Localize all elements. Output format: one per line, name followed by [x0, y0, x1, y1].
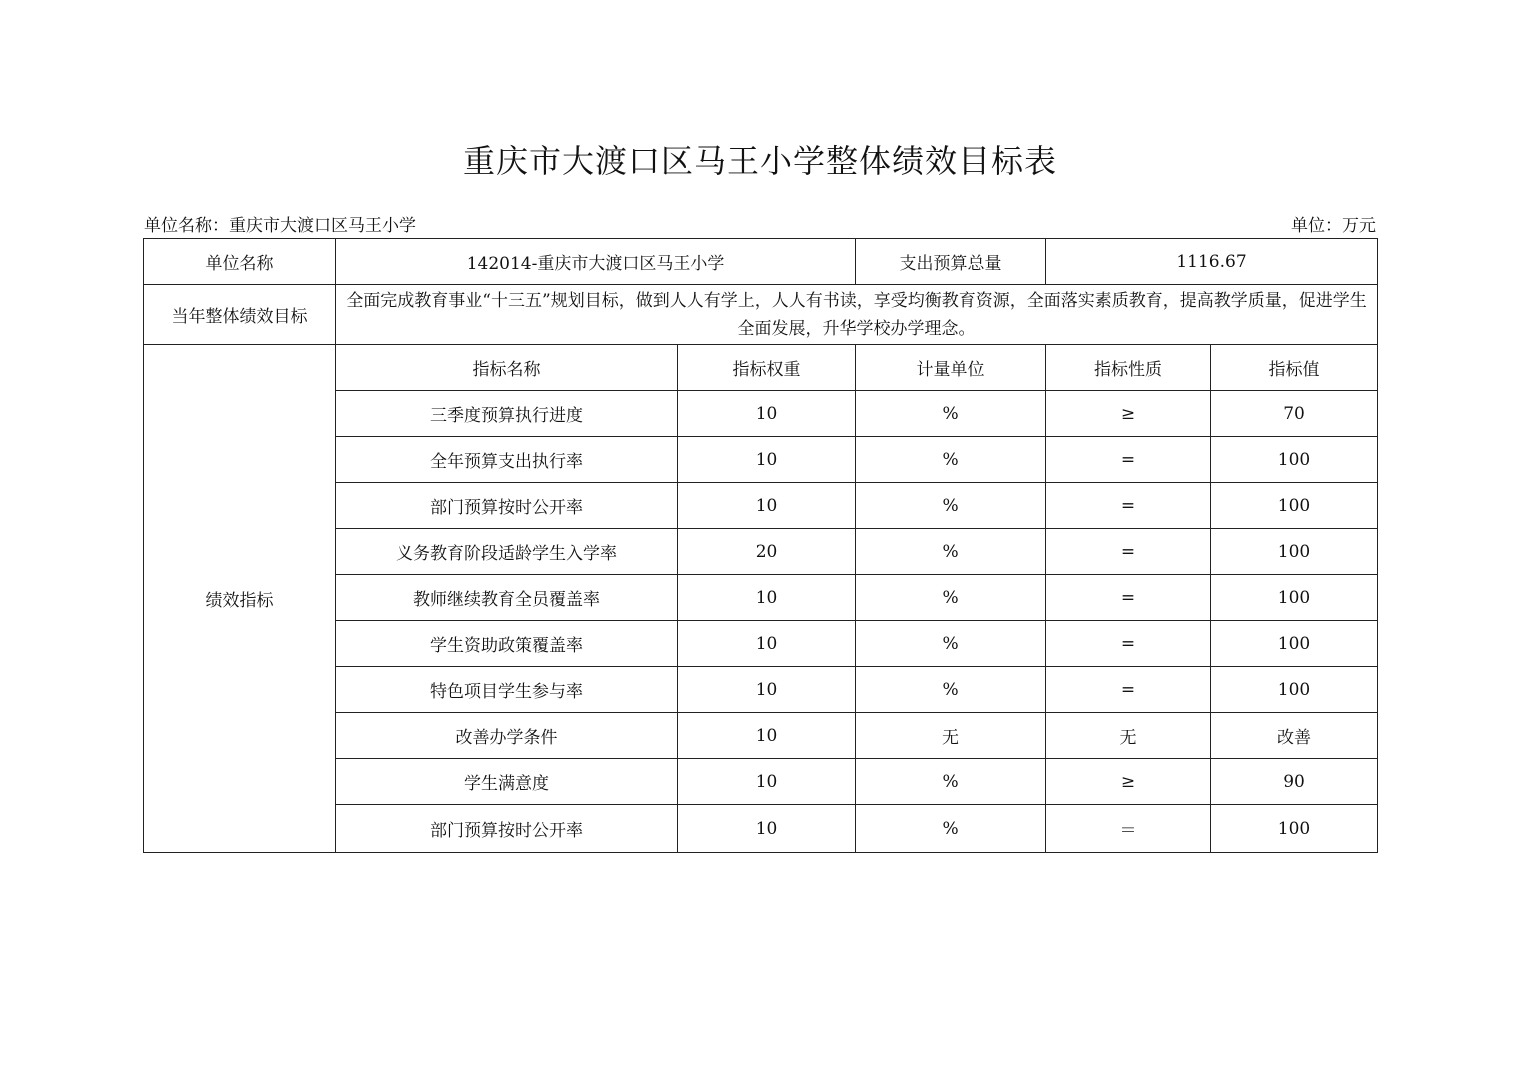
indicator-section-label: 绩效指标: [144, 345, 336, 853]
indicator-weight: 10: [678, 759, 856, 805]
measure-unit: %: [856, 805, 1046, 853]
unit-name-label: 单位名称: [144, 239, 336, 285]
indicator-value: 100: [1211, 805, 1378, 853]
indicator-nature: ≥: [1046, 391, 1211, 437]
indicator-value: 90: [1211, 759, 1378, 805]
header-indicator-nature: 指标性质: [1046, 345, 1211, 391]
measure-unit: %: [856, 437, 1046, 483]
unit-row: [144, 239, 1378, 285]
measure-unit: %: [856, 483, 1046, 529]
measure-unit: %: [856, 667, 1046, 713]
indicator-value: 100: [1211, 437, 1378, 483]
indicator-weight: 10: [678, 437, 856, 483]
indicator-value: 100: [1211, 621, 1378, 667]
indicator-weight: 20: [678, 529, 856, 575]
indicator-weight: 10: [678, 575, 856, 621]
indicator-weight: 10: [678, 391, 856, 437]
indicator-value: 100: [1211, 667, 1378, 713]
indicator-nature: ＝: [1046, 805, 1211, 853]
indicator-nature: =: [1046, 575, 1211, 621]
indicator-name: 改善办学条件: [336, 713, 678, 759]
indicator-name: 全年预算支出执行率: [336, 437, 678, 483]
unit-name-value: 142014-重庆市大渡口区马王小学: [336, 239, 856, 285]
indicator-name: 义务教育阶段适龄学生入学率: [336, 529, 678, 575]
indicator-name: 部门预算按时公开率: [336, 483, 678, 529]
indicator-name: 部门预算按时公开率: [336, 805, 678, 853]
header-indicator-value: 指标值: [1211, 345, 1378, 391]
header-indicator-weight: 指标权重: [678, 345, 856, 391]
indicator-nature: =: [1046, 437, 1211, 483]
indicator-name: 三季度预算执行进度: [336, 391, 678, 437]
unit-name-line: 单位名称：重庆市大渡口区马王小学: [144, 216, 416, 236]
measure-unit: %: [856, 621, 1046, 667]
indicator-weight: 10: [678, 483, 856, 529]
measure-unit: 无: [856, 713, 1046, 759]
performance-table: [143, 238, 1378, 853]
indicator-name: 学生满意度: [336, 759, 678, 805]
measure-unit: %: [856, 575, 1046, 621]
header-indicator-name: 指标名称: [336, 345, 678, 391]
indicator-weight: 10: [678, 805, 856, 853]
indicator-name: 教师继续教育全员覆盖率: [336, 575, 678, 621]
measure-unit: %: [856, 529, 1046, 575]
indicator-nature: =: [1046, 621, 1211, 667]
indicator-weight: 10: [678, 621, 856, 667]
budget-total-label: 支出预算总量: [856, 239, 1046, 285]
indicator-weight: 10: [678, 667, 856, 713]
header-measure-unit: 计量单位: [856, 345, 1046, 391]
indicator-name: 学生资助政策覆盖率: [336, 621, 678, 667]
budget-total-value: 1116.67: [1046, 239, 1378, 285]
page-title: 重庆市大渡口区马王小学整体绩效目标表: [462, 142, 1057, 180]
indicator-nature: ≥: [1046, 759, 1211, 805]
goal-row: [144, 285, 1378, 345]
indicator-value: 100: [1211, 483, 1378, 529]
indicator-nature: =: [1046, 667, 1211, 713]
indicator-nature: 无: [1046, 713, 1211, 759]
goal-label: 当年整体绩效目标: [144, 285, 336, 345]
indicator-header-row: [144, 345, 1378, 391]
indicator-value: 改善: [1211, 713, 1378, 759]
goal-text: 全面完成教育事业“十三五”规划目标，做到人人有学上，人人有书读，享受均衡教育资源，全面落实素质教育，提高教学质量，促进学生全面发展，升华学校办学理念。: [336, 285, 1378, 345]
indicator-nature: =: [1046, 529, 1211, 575]
indicator-name: 特色项目学生参与率: [336, 667, 678, 713]
indicator-weight: 10: [678, 713, 856, 759]
currency-unit: 单位：万元: [1291, 216, 1376, 236]
measure-unit: %: [856, 759, 1046, 805]
indicator-nature: =: [1046, 483, 1211, 529]
indicator-value: 100: [1211, 575, 1378, 621]
indicator-value: 70: [1211, 391, 1378, 437]
measure-unit: %: [856, 391, 1046, 437]
indicator-value: 100: [1211, 529, 1378, 575]
